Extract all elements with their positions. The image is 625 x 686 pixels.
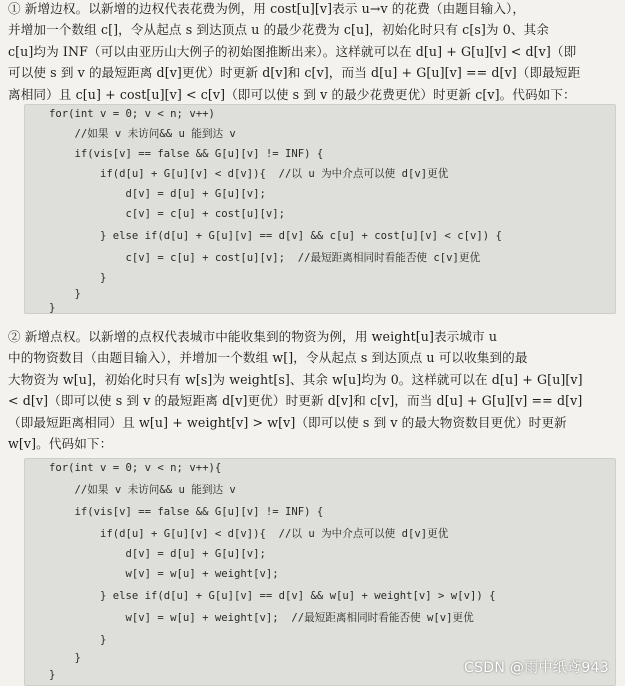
code-line: } [49,652,81,664]
code-line: d[v] = d[u] + G[u][v]; [49,548,266,560]
code-line: c[v] = c[u] + cost[u][v]; //最短距离相同时看能否使 c[v]更优 [49,252,481,264]
code-line: if(d[u] + G[u][v] < d[v]){ //以 u 为中介点可以使 d[v]更优 [49,168,449,180]
code-line: } else if(d[u] + G[u][v] == d[v] && c[u] + cost[u][v] < c[v]) { [49,230,502,242]
code-line: w[v] = w[u] + weight[v]; [49,568,279,580]
code-line: //如果 v 未访问&& u 能到达 v [49,484,236,496]
code-block-vertex-weight [24,458,616,686]
paragraph-edge-weight: ① 新增边权。以新增的边权代表花费为例，用 cost[u][v]表示 u→v 的花费（由题目输入）， 并增加一个数组 c[]，令从起点 s 到达顶点 u 的最少花费为 c[u]，初始化时只有 c[s]为 0、其余 c[u]均为 INF（可以由亚历山大例子的初始图推断出来）。这样就可以在 d[u] + G[u][v] < d[v]（即 可以使 s 到 v 的最短距离 d[v]更优）时更新 d[v]和 c[v]，而当 d[u] + G[u][v] == d[v]（即最短距 离相同）且 c[u] + cost[u][v] < c[v]（即可以使 s 到 v 的最少花费更优）时更新 c[v]。代码如下： [8,1,581,102]
code-line: if(vis[v] == false && G[u][v] != INF) { [49,148,324,160]
code-line: for(int v = 0; v < n; v++){ [49,462,222,474]
code-line: //如果 v 未访问&& u 能到达 v [49,128,236,140]
code-line: w[v] = w[u] + weight[v]; //最短距离相同时看能否使 w[v]更优 [49,612,474,624]
code-line: d[v] = d[u] + G[u][v]; [49,188,266,200]
code-line: } [49,288,81,300]
code-block-edge-weight [24,104,616,314]
code-line: } [49,302,56,314]
code-line: c[v] = c[u] + cost[u][v]; [49,208,285,220]
code-line: } [49,634,107,646]
code-line: if(vis[v] == false && G[u][v] != INF) { [49,506,324,518]
code-line: if(d[u] + G[u][v] < d[v]){ //以 u 为中介点可以使 d[v]更优 [49,528,449,540]
paragraph-vertex-weight: ② 新增点权。以新增的点权代表城市中能收集到的物资为例，用 weight[u]表示城市 u 中的物资数目（由题目输入），并增加一个数组 w[]，令从起点 s 到达顶点 u 可以收集到的最 大物资为 w[u]，初始化时只有 w[s]为 weight[s]、其余 w[u]均为 0。这样就可以在 d[u] + G[u][v] < d[v]（即可以使 s 到 v 的最短距离 d[v]更优）时更新 d[v]和 c[v]，而当 d[u] + G[u][v] == d[v] （即最短距离相同）且 w[u] + weight[v] > w[v]（即可以使 s 到 v 的最大物资数目更优）时更新 w[v]。代码如下： [8,329,583,452]
code-line: } [49,272,107,284]
watermark: CSDN @雨中纸鸢943 [464,660,609,676]
code-line: for(int v = 0; v < n; v++) [49,108,215,120]
code-line: } [49,669,56,681]
code-line: } else if(d[u] + G[u][v] == d[v] && w[u] + weight[v] > w[v]) { [49,590,496,602]
